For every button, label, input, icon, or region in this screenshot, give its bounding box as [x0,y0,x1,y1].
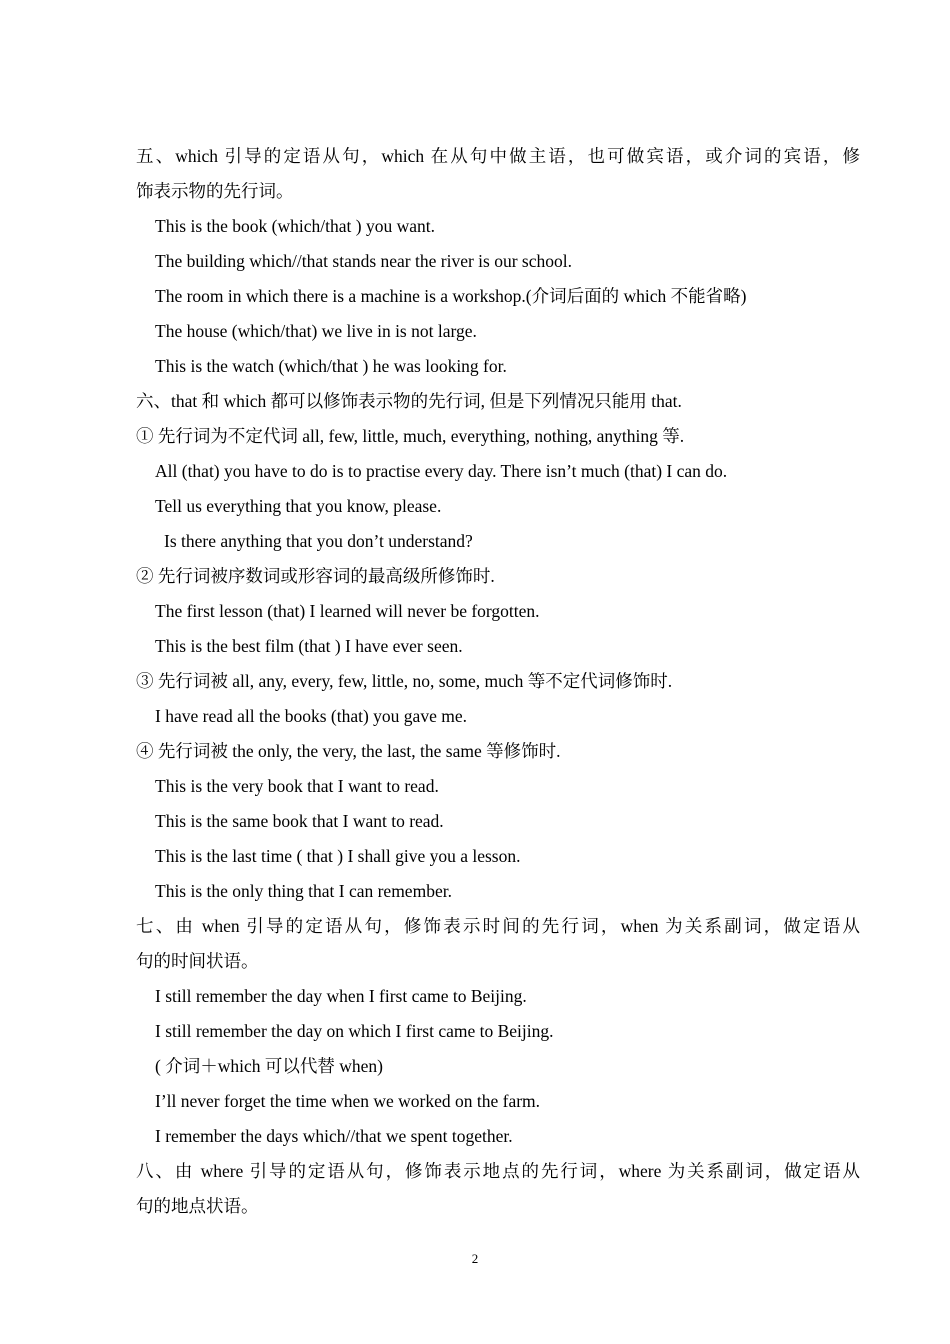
example-sentence: The first lesson (that) I learned will never be forgotten. [155,601,540,621]
example-sentence: The house (which/that) we live in is not large. [155,321,477,341]
section-8-heading: 八、由 where 引导的定语从句，修饰表示地点的先行词，where 为关系副词，做定语从 [136,1161,860,1181]
example-sentence: I’ll never forget the time when we worked on the farm. [155,1091,541,1111]
rule-item-2: ② 先行词被序数词或形容词的最高级所修饰时. [136,566,495,586]
section-8-heading-cont: 句的地点状语。 [136,1196,259,1216]
rule-item-3: ③ 先行词被 all, any, every, few, little, no, some, much 等不定代词修饰时. [136,671,673,691]
example-sentence: This is the watch (which/that ) he was looking for. [155,356,507,376]
example-sentence: This is the very book that I want to read. [155,776,439,796]
example-sentence: I still remember the day on which I first came to Beijing. [155,1021,554,1041]
section-7-heading: 七、由 when 引导的定语从句，修饰表示时间的先行词，when 为关系副词，做定语从 [136,916,860,936]
section-5-heading-cont: 饰表示物的先行词。 [136,181,294,201]
section-7-heading-cont: 句的时间状语。 [136,951,259,971]
example-sentence: Tell us everything that you know, please. [155,496,442,516]
example-sentence: I have read all the books (that) you gave me. [155,706,467,726]
example-sentence: This is the only thing that I can remember. [155,881,452,901]
example-sentence: This is the best film (that ) I have ever seen. [155,636,463,656]
rule-item-1: ① 先行词为不定代词 all, few, little, much, everything, nothing, anything 等. [136,426,685,446]
example-sentence: Is there anything that you don’t understand? [164,531,473,551]
example-sentence: All (that) you have to do is to practise every day. There isn’t much (that) I can do. [155,461,728,481]
example-sentence: The building which//that stands near the river is our school. [155,251,572,271]
example-sentence: I still remember the day when I first came to Beijing. [155,986,527,1006]
section-6-heading: 六、that 和 which 都可以修饰表示物的先行词, 但是下列情况只能用 that. [136,391,682,411]
page-number: 2 [471,1251,479,1266]
example-sentence: The room in which there is a machine is a workshop.(介词后面的 which 不能省略) [155,286,747,306]
note-text: ( 介词＋which 可以代替 when) [155,1056,383,1076]
example-sentence: This is the book (which/that ) you want. [155,216,435,236]
example-sentence: I remember the days which//that we spent together. [155,1126,513,1146]
rule-item-4: ④ 先行词被 the only, the very, the last, the same 等修饰时. [136,741,561,761]
section-5-heading: 五、which 引导的定语从句，which 在从句中做主语，也可做宾语，或介词的宾语，修 [136,146,860,166]
example-sentence: This is the last time ( that ) I shall give you a lesson. [155,846,521,866]
example-sentence: This is the same book that I want to read. [155,811,444,831]
